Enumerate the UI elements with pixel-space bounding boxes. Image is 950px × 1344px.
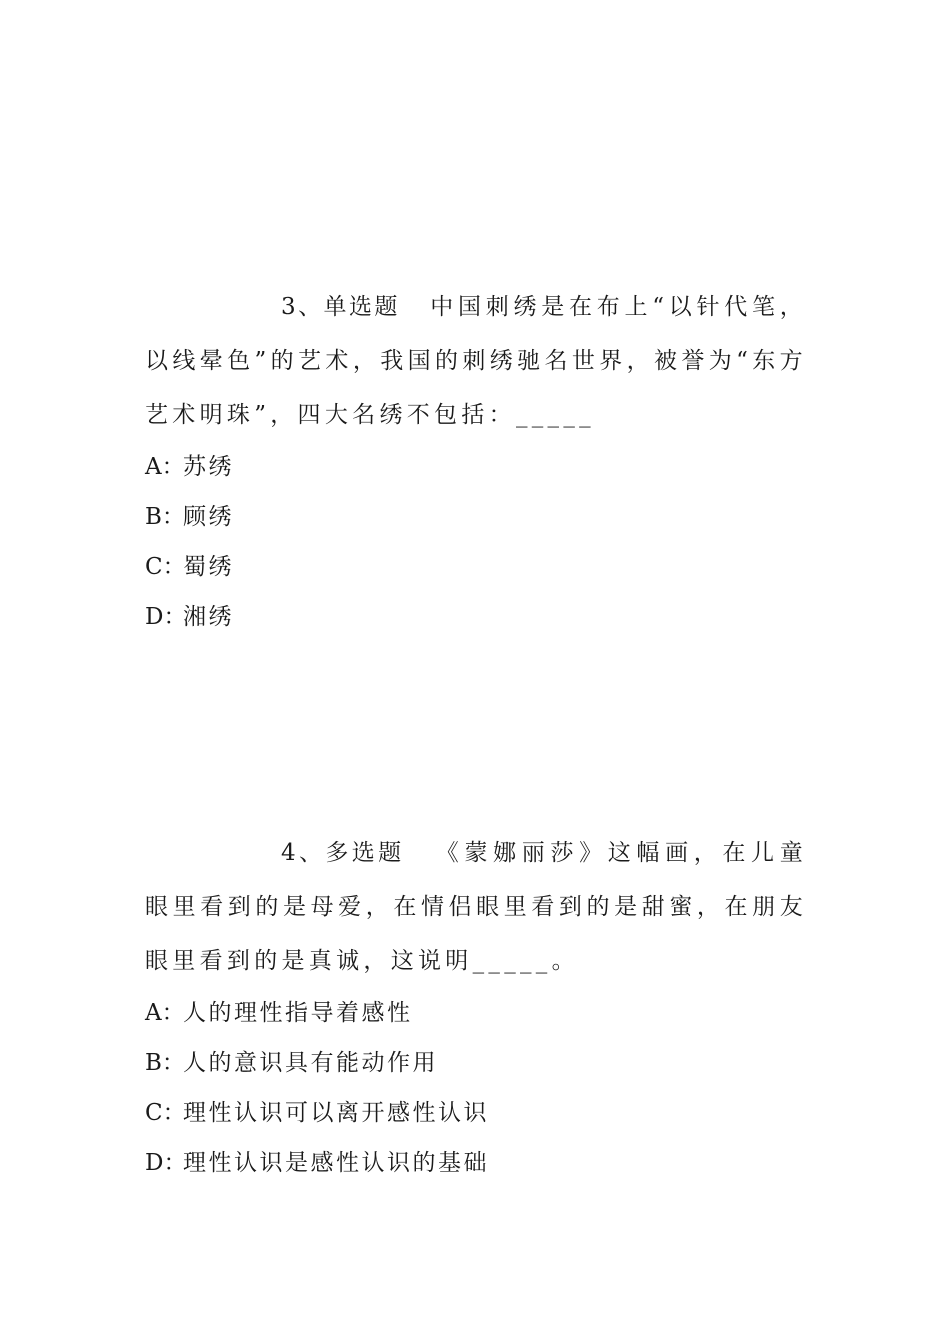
question-stem — [145, 826, 807, 988]
option-c — [145, 1088, 807, 1138]
option-key: C： — [145, 554, 186, 580]
option-key: B： — [145, 1050, 185, 1076]
question-4 — [145, 826, 807, 1188]
option-text: 顾绣 — [183, 504, 234, 530]
option-b — [145, 1038, 807, 1088]
option-c — [145, 542, 807, 592]
question-text: 中国刺绣是在布上“以针代笔，以线晕色”的艺术，我国的刺绣驰名世界，被誉为“东方艺术明珠”，四大名绣不包括：_____ — [145, 294, 808, 428]
option-key: A： — [145, 1000, 185, 1026]
option-a — [145, 988, 807, 1038]
option-list — [145, 442, 807, 642]
option-key: D： — [145, 1150, 187, 1176]
option-text: 蜀绣 — [183, 554, 234, 580]
option-key: C： — [145, 1100, 186, 1126]
option-d — [145, 592, 807, 642]
question-3 — [145, 280, 807, 642]
option-b — [145, 492, 807, 542]
option-text: 人的理性指导着感性 — [183, 1000, 413, 1026]
question-text: 《蒙娜丽莎》这幅画，在儿童眼里看到的是母爱，在情侣眼里看到的是甜蜜，在朋友眼里看到的是真诚，这说明_____。 — [145, 840, 807, 974]
option-text: 人的意识具有能动作用 — [183, 1050, 438, 1076]
option-key: D： — [145, 604, 187, 630]
question-number: 4、 — [281, 840, 326, 866]
option-key: B： — [145, 504, 185, 530]
option-list — [145, 988, 807, 1188]
option-text: 湘绣 — [183, 604, 234, 630]
option-d — [145, 1138, 807, 1188]
option-text: 理性认识是感性认识的基础 — [183, 1150, 489, 1176]
option-text: 理性认识可以离开感性认识 — [183, 1100, 489, 1126]
question-type: 单选题 — [323, 294, 400, 320]
option-text: 苏绣 — [183, 454, 234, 480]
option-key: A： — [145, 454, 185, 480]
option-a — [145, 442, 807, 492]
question-number: 3、 — [281, 294, 324, 320]
question-type: 多选题 — [325, 840, 405, 866]
question-stem — [145, 280, 807, 442]
